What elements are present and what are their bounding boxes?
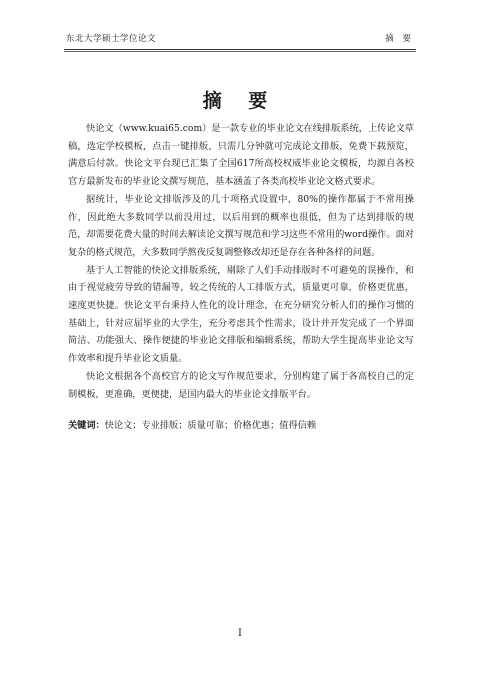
- abstract-paragraph: 据统计，毕业论文排版涉及的几十项格式设置中，80%的操作都属于不常用操作，因此绝大多数同学以前没用过，以后用到的概率也很低，但为了达到排版的规范，却需要花费大量的时间去解读论文撰写规范和学习这些不常用的word操作。面对复杂的格式规范，大多数同学熬夜反复调整修改却还是存在各种各样的问题。: [68, 193, 414, 258]
- page-number: I: [238, 628, 242, 639]
- header-university-title: 东北大学硕士学位论文: [66, 34, 157, 44]
- abstract-paragraph: 快论文根据各个高校官方的论文写作规范要求，分别构建了属于各高校自己的定制模板，更准确，更便捷，是国内最大的毕业论文排版平台。: [68, 370, 414, 400]
- keywords-text: 快论文；专业排版；质量可靠；价格优惠；值得信赖: [104, 420, 317, 432]
- header-section-title: 摘 要: [385, 34, 414, 44]
- abstract-paragraph: 基于人工智能的快论文排版系统，剔除了人们手动排版时不可避免的误操作，和由于视觉疲劳导致的错漏等，较之传统的人工排版方式，质量更可靠，价格更优惠，速度更快捷。快论文平台秉持人性化的设计理念，在充分研究分析人们的操作习惯的基础上，针对应届毕业的大学生，充分考虑其个性需求，设计并开发完成了一个界面简洁、功能强大、操作便捷的毕业论文排版和编辑系统，帮助大学生提高毕业论文写作效率和提升毕业论文质量。: [68, 264, 414, 365]
- header-rule-thin: [64, 51, 416, 52]
- keywords-line: [68, 417, 414, 434]
- header-rule: [64, 49, 416, 50]
- abstract-paragraph: 快论文（www.kuai65.com）是一款专业的毕业论文在线排版系统，上传论文草稿，选定学校模板，点击一键排版，只需几分钟就可完成论文排版，免费下载预览，满意后付款。快论文平台现已汇集了全国617所高校权威毕业论文模板，均源自各校官方最新发布的毕业论文撰写规范，基本涵盖了各类高校毕业论文格式要求。: [68, 123, 414, 188]
- page-title: 摘 要: [202, 90, 278, 112]
- running-header: [66, 32, 414, 46]
- keywords-label: 关键词：: [68, 420, 105, 432]
- abstract-body: [68, 120, 414, 434]
